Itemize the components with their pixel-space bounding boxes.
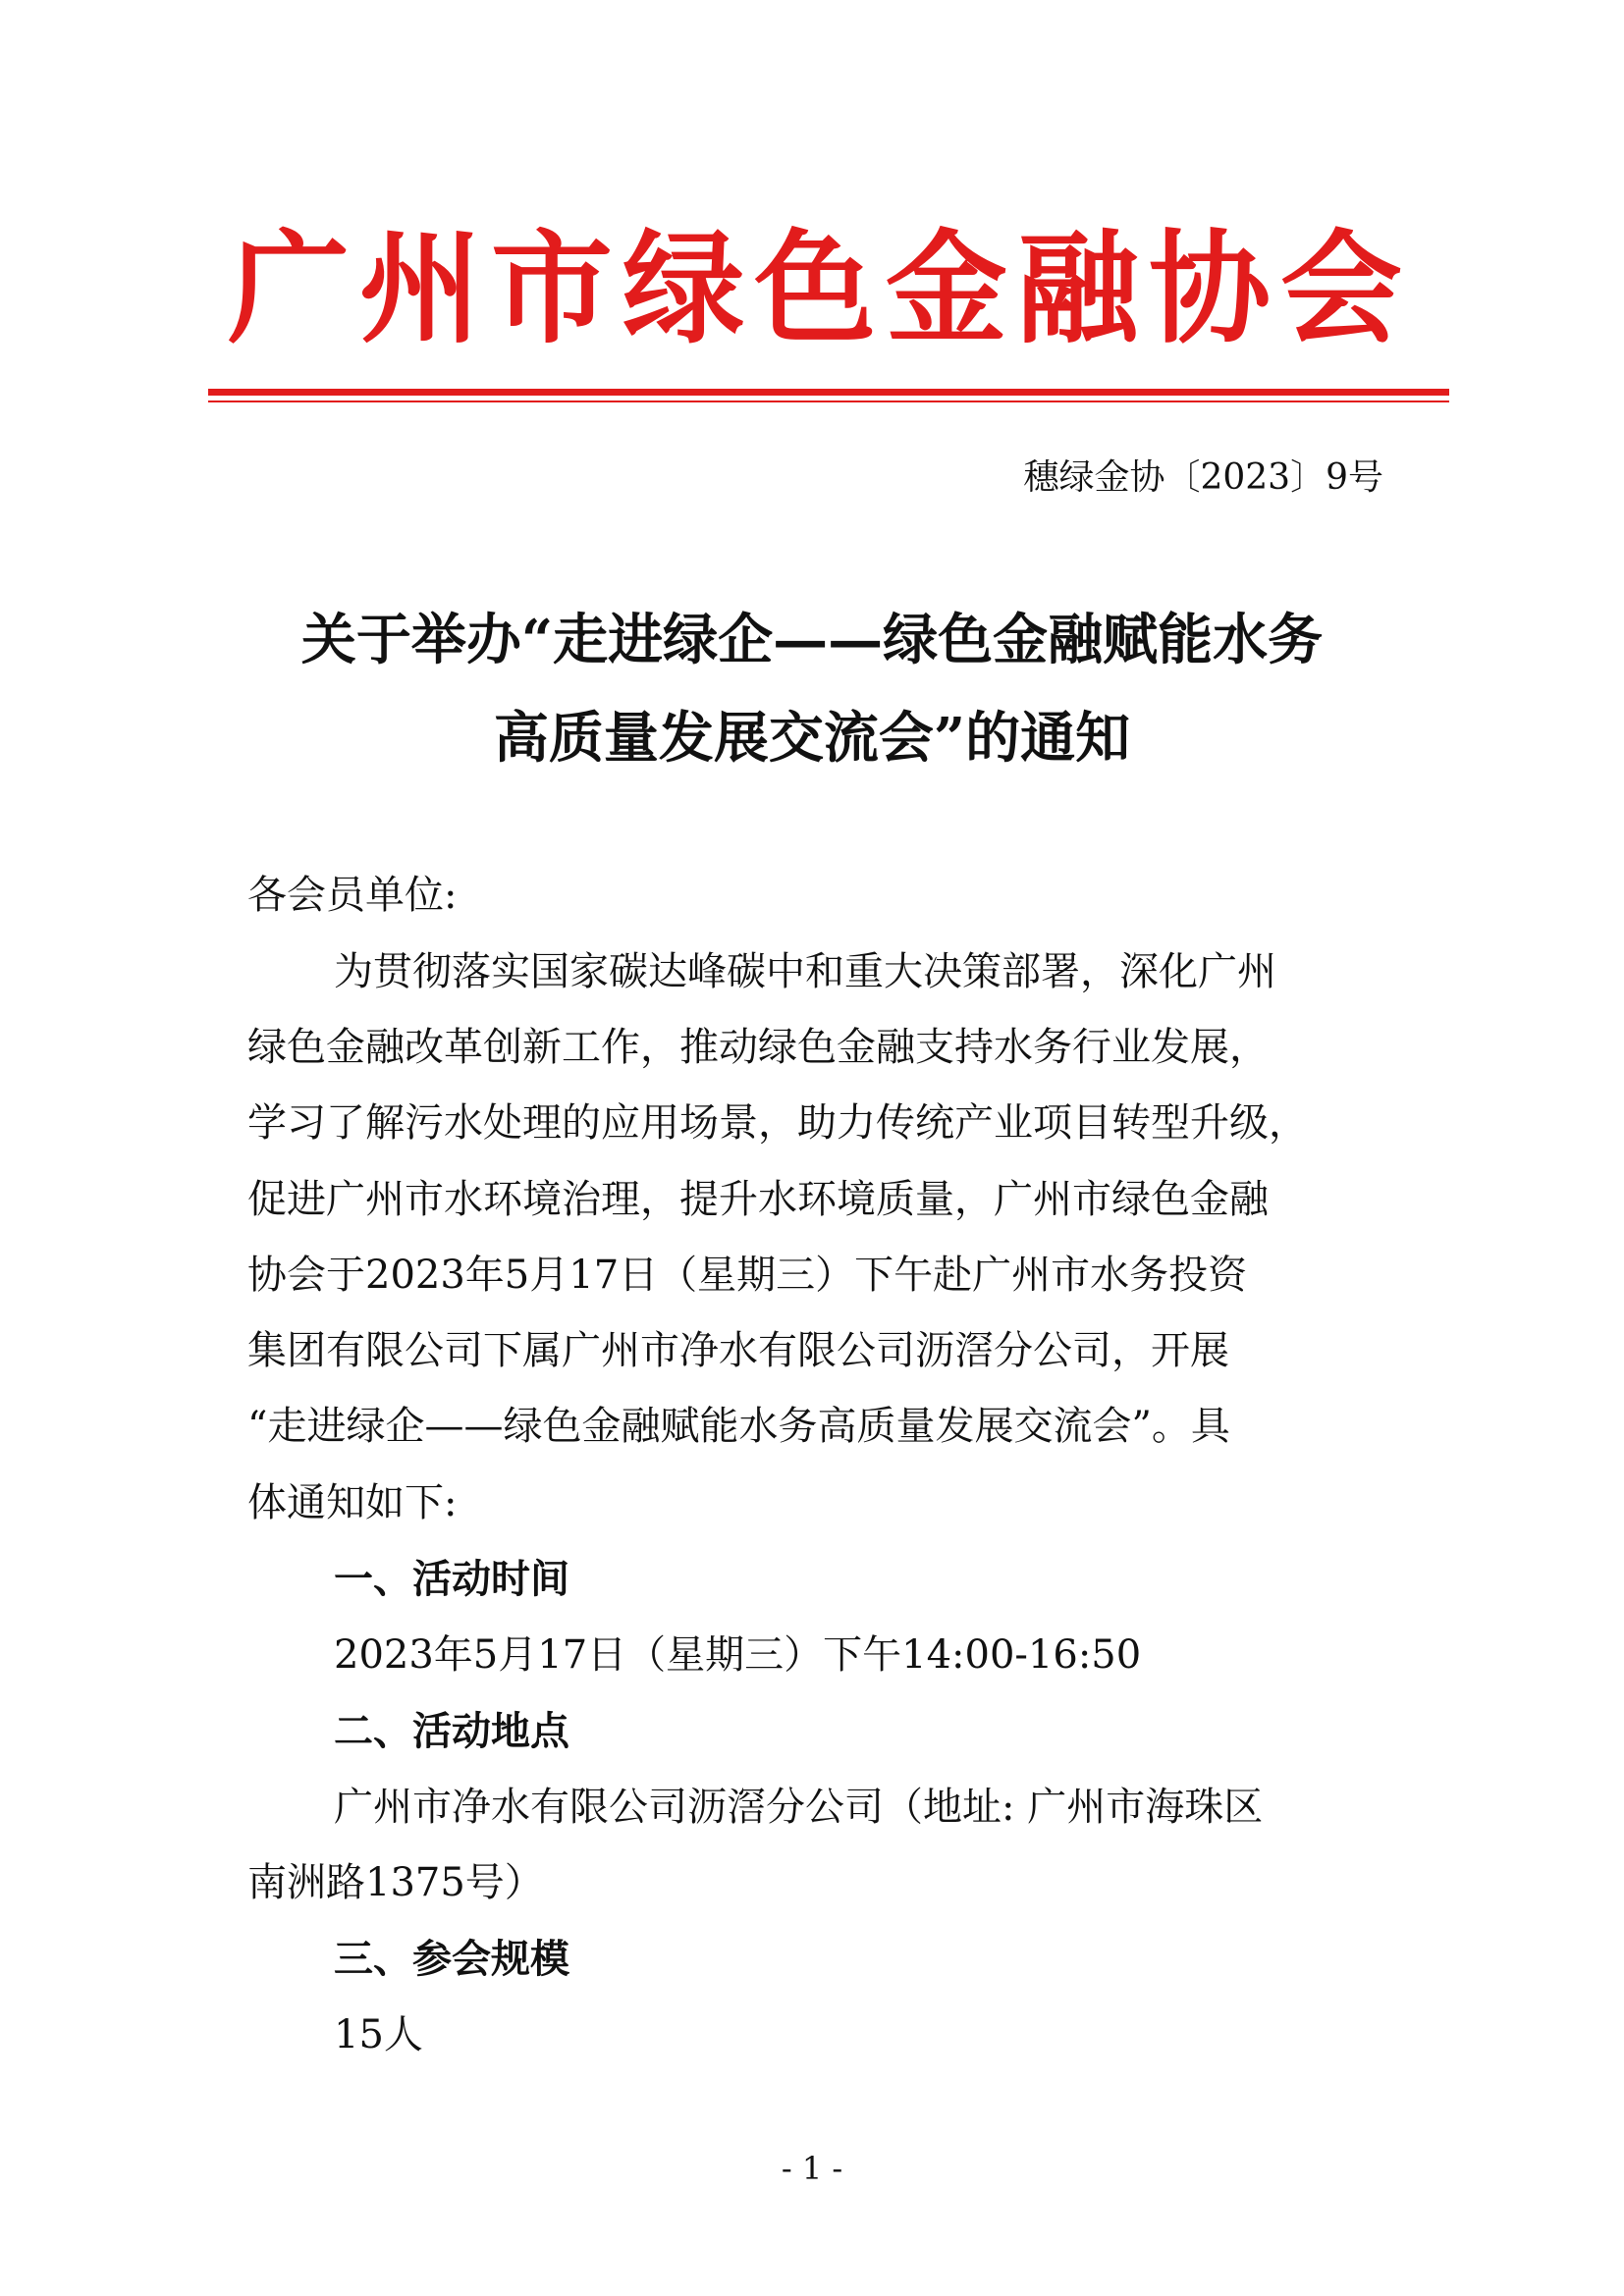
salutation: 各会员单位: bbox=[247, 873, 458, 918]
document-number: 穗绿金协〔2023〕9号 bbox=[1023, 457, 1383, 498]
masthead-rule-thin bbox=[208, 400, 1449, 402]
paragraph-line: “走进绿企——绿色金融赋能水务高质量发展交流会”。具 bbox=[247, 1404, 1230, 1449]
notice-title-line-1: 关于举办“走进绿企——绿色金融赋能水务 bbox=[300, 608, 1324, 672]
page-number: - 1 - bbox=[781, 2150, 843, 2187]
paragraph-line: 绿色金融改革创新工作，推动绿色金融支持水务行业发展， bbox=[247, 1025, 1269, 1070]
attendance-scale-text: 15人 bbox=[334, 2012, 423, 2057]
organization-masthead: 广州市绿色金融协会 bbox=[227, 219, 1412, 360]
masthead-rule-thick bbox=[208, 389, 1449, 396]
activity-time-text: 2023年5月17日（星期三）下午14:00-16:50 bbox=[334, 1632, 1142, 1678]
notice-title-line-2: 高质量发展交流会”的通知 bbox=[493, 706, 1131, 771]
activity-location-text: 南洲路1375号） bbox=[247, 1860, 544, 1905]
paragraph-line: 促进广州市水环境治理，提升水环境质量，广州市绿色金融 bbox=[247, 1177, 1269, 1222]
section-heading-activity-location: 二、活动地点 bbox=[334, 1709, 569, 1754]
section-heading-activity-time: 一、活动时间 bbox=[334, 1557, 569, 1602]
section-heading-attendance-scale: 三、参会规模 bbox=[334, 1937, 569, 1982]
paragraph-line: 为贯彻落实国家碳达峰碳中和重大决策部署，深化广州 bbox=[334, 949, 1276, 994]
activity-location-text: 广州市净水有限公司沥滘分公司（地址: 广州市海珠区 bbox=[334, 1785, 1264, 1830]
paragraph-line: 协会于2023年5月17日（星期三）下午赴广州市水务投资 bbox=[247, 1253, 1248, 1298]
paragraph-line: 集团有限公司下属广州市净水有限公司沥滘分公司，开展 bbox=[247, 1328, 1229, 1373]
paragraph-line: 体通知如下: bbox=[247, 1480, 458, 1525]
paragraph-line: 学习了解污水处理的应用场景，助力传统产业项目转型升级， bbox=[247, 1100, 1308, 1146]
